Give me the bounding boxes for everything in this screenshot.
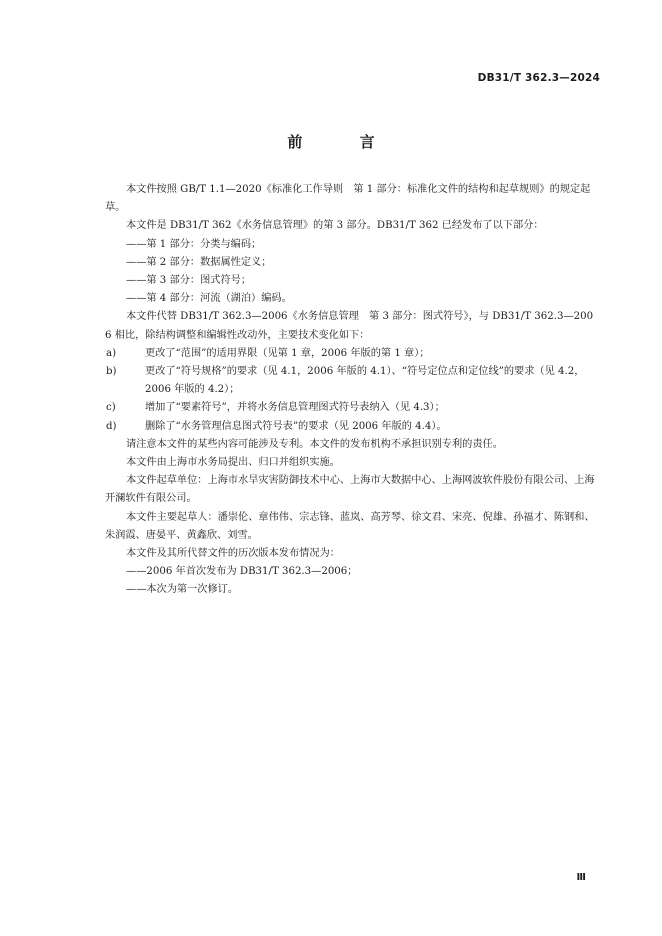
list-item-part: ——第 2 部分：数据属性定义； (126, 256, 272, 268)
list-item-label: b) (106, 366, 117, 378)
list-item-text: 更改了“符号规格”的要求（见 4.1，2006 年版的 4.1）、“符号定位点和定位线”的要求（见 4.2，2006 年版的 4.2）； (145, 366, 585, 396)
list-item-change (105, 345, 599, 363)
paragraph-series-intro: 本文件是 DB31/T 362《水务信息管理》的第 3 部分。DB31/T 362 已经发布了以下部分： (126, 220, 544, 232)
foreword-body (105, 181, 599, 600)
list-item-change (105, 363, 599, 399)
list-item-label: d) (106, 420, 117, 432)
paragraph-patent-notice: 请注意本文件的某些内容可能涉及专利。本文件的发布机构不承担识别专利的责任。 (126, 438, 503, 450)
list-item-part: ——第 3 部分：图式符号； (126, 275, 252, 287)
list-item-text: 删除了“水务管理信息图式符号表”的要求（见 2006 年版的 4.4）。 (145, 420, 447, 432)
paragraph-proposer: 本文件由上海市水务局提出、归口并组织实施。 (126, 457, 340, 469)
list-item-label: a) (106, 347, 117, 359)
page-number: Ⅲ (576, 872, 586, 883)
list-item-text: 更改了“范围”的适用界限（见第 1 章，2006 年版的第 1 章）； (145, 347, 430, 359)
paragraph-drafters: 本文件主要起草人：潘崇伦、章伟伟、宗志锋、蓝岚、高芳琴、徐文君、宋亮、倪雄、孙福才、陈钢和、朱润霞、唐晏平、黄鑫欣、刘雪。 (105, 511, 595, 541)
list-item-part: ——第 1 部分：分类与编码； (126, 238, 262, 250)
paragraph-drafting-units: 本文件起草单位：上海市水旱灾害防御技术中心、上海市大数据中心、上海网波软件股份有限公司、上海开澜软件有限公司。 (105, 475, 595, 505)
list-item-part: ——第 4 部分：河流（湖泊）编码。 (126, 293, 292, 305)
list-item-change (105, 418, 599, 436)
page-title: 前 言 (287, 133, 401, 151)
list-item-text: 增加了“要素符号”，并将水务信息管理图式符号表纳入（见 4.3）； (145, 402, 445, 414)
list-item-history: ——本次为第一次修订。 (126, 584, 239, 596)
paragraph-drafting-rules: 本文件按照 GB/T 1.1—2020《标准化工作导则 第 1 部分：标准化文件的结构和起草规则》的规定起草。 (105, 184, 591, 214)
paragraph-history-intro: 本文件及其所代替文件的历次版本发布情况为： (126, 548, 340, 560)
list-item-label: c) (106, 402, 116, 414)
list-item-history: ——2006 年首次发布为 DB31/T 362.3—2006； (126, 566, 358, 578)
list-item-change (105, 399, 599, 417)
paragraph-replacement: 本文件代替 DB31/T 362.3—2006《水务信息管理 第 3 部分：图式符号》，与 DB31/T 362.3—2006 相比，除结构调整和编辑性改动外，主要技术变化如下： (105, 311, 594, 341)
document-code: DB31/T 362.3—2024 (477, 72, 600, 84)
